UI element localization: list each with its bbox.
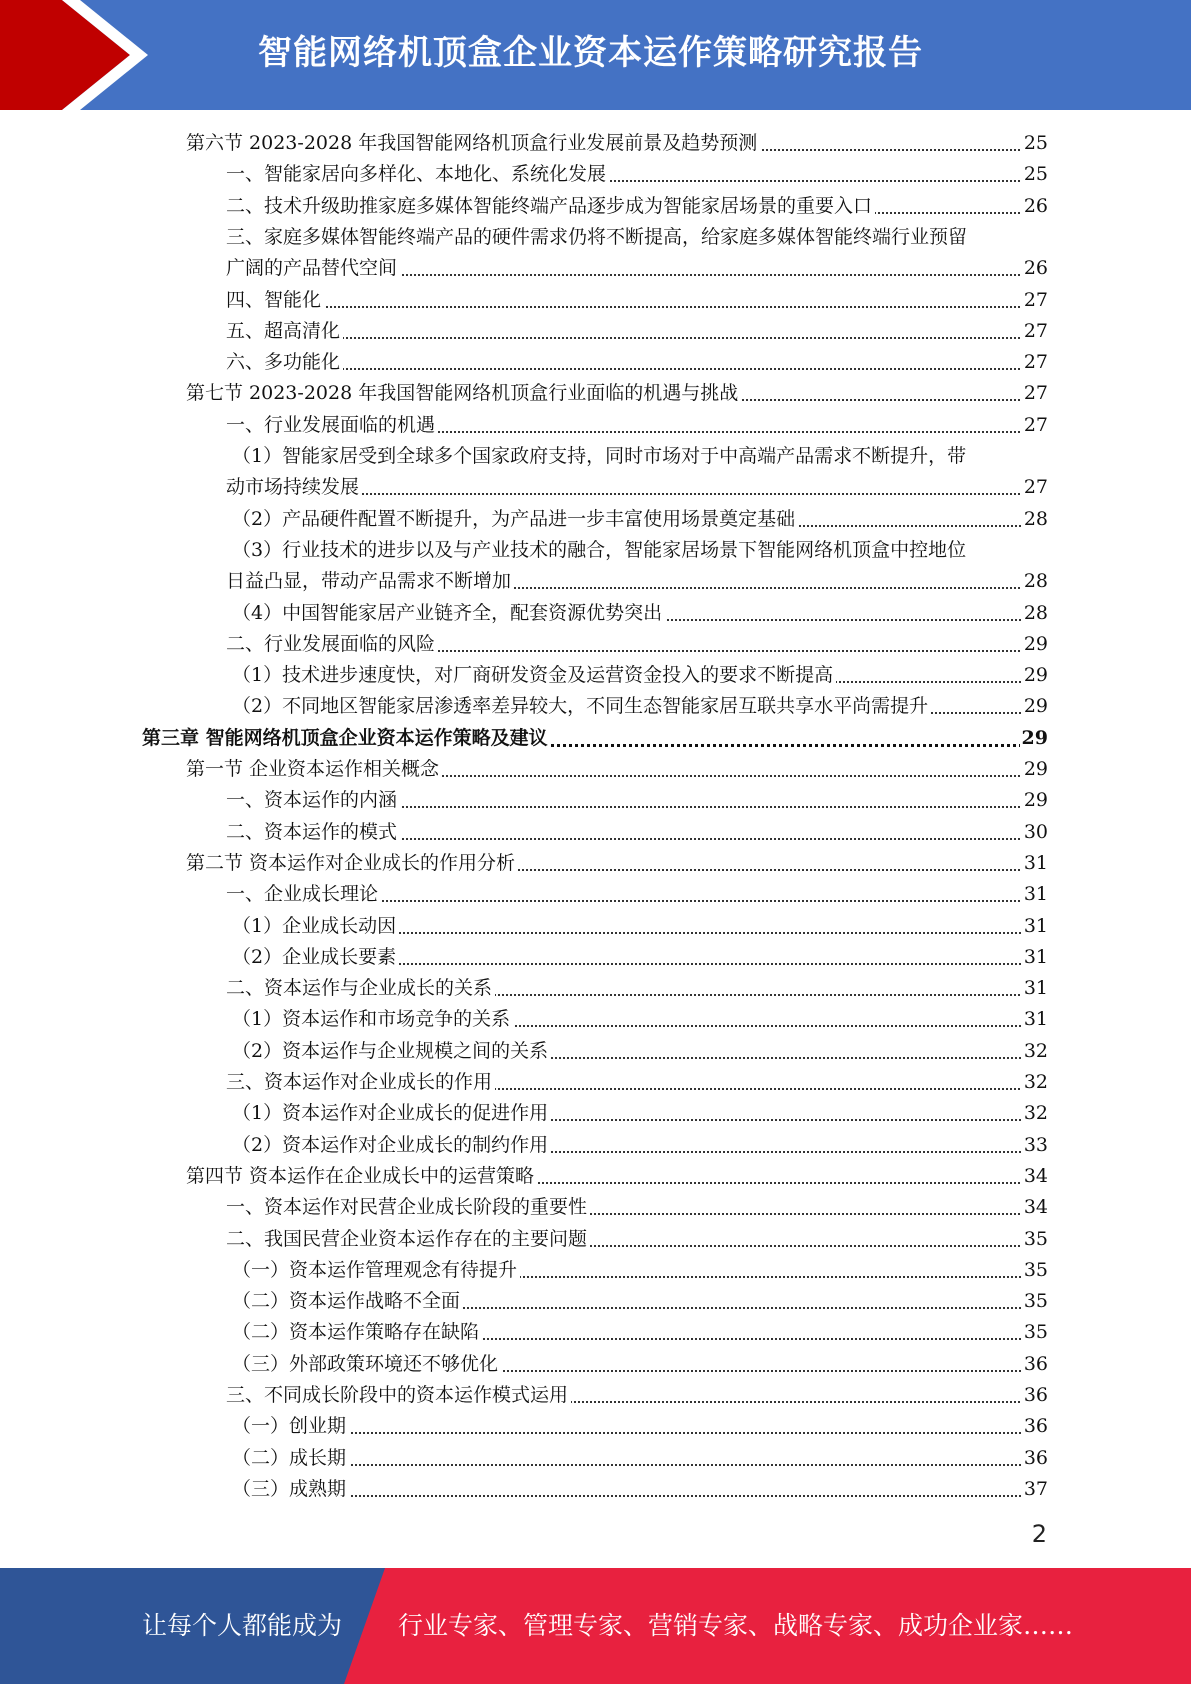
toc-entry[interactable] [186, 1161, 1048, 1192]
toc-entry[interactable] [232, 942, 1048, 973]
toc-entry-title: 一、资本运作的内涵 [226, 785, 400, 816]
toc-entry[interactable] [226, 785, 1048, 816]
toc-entry[interactable] [232, 1317, 1048, 1348]
toc-entry-title: （二）资本运作战略不全面 [232, 1286, 463, 1317]
toc-entry-title: （2）产品硬件配置不断提升，为产品进一步丰富使用场景奠定基础 [232, 504, 798, 535]
toc-entry-page: 29 [1022, 691, 1048, 722]
toc-entry-title: （1）资本运作对企业成长的促进作用 [232, 1098, 551, 1129]
toc-entry-page: 31 [1022, 973, 1048, 1004]
toc-entry-title: （三）外部政策环境还不够优化 [232, 1349, 501, 1380]
toc-entry[interactable] [232, 598, 1048, 629]
toc-entry[interactable] [226, 285, 1048, 316]
toc-entry-title: （3）行业技术的进步以及与产业技术的融合，智能家居场景下智能网络机顶盒中控地位 [232, 535, 969, 566]
toc-entry-page: 29 [1020, 723, 1048, 754]
page-number: 2 [1031, 1520, 1047, 1548]
toc-entry-title: （1）资本运作和市场竞争的关系 [232, 1004, 513, 1035]
toc-entry-page: 32 [1022, 1067, 1048, 1098]
toc-entry[interactable] [226, 253, 1048, 284]
toc-entry[interactable] [232, 1130, 1048, 1161]
toc-entry-page: 26 [1022, 253, 1048, 284]
toc-entry-page: 32 [1022, 1098, 1048, 1129]
toc-entry[interactable] [226, 222, 1048, 253]
toc-entry-page: 28 [1022, 598, 1048, 629]
toc-entry-title: 第四节 资本运作在企业成长中的运营策略 [186, 1161, 537, 1192]
toc-entry[interactable] [226, 817, 1048, 848]
toc-entry-title: （一）创业期 [232, 1411, 349, 1442]
toc-entry-page: 31 [1022, 879, 1048, 910]
toc-entry[interactable] [232, 1255, 1048, 1286]
toc-entry[interactable] [186, 848, 1048, 879]
report-footer [0, 1568, 1191, 1684]
report-title: 智能网络机顶盒企业资本运作策略研究报告 [258, 33, 923, 73]
toc-entry[interactable] [186, 754, 1048, 785]
toc-entry-title: 三、家庭多媒体智能终端产品的硬件需求仍将不断提高，给家庭多媒体智能终端行业预留 [226, 222, 970, 253]
header-chevron-icon [0, 0, 150, 110]
toc-leader-dots [232, 1464, 1048, 1466]
toc-entry-page: 35 [1022, 1255, 1048, 1286]
toc-entry-title: （2）资本运作对企业成长的制约作用 [232, 1130, 551, 1161]
toc-entry-page: 31 [1022, 942, 1048, 973]
toc-entry-title: （4）中国智能家居产业链齐全，配套资源优势突出 [232, 598, 665, 629]
toc-entry-page: 25 [1022, 159, 1048, 190]
toc-entry-page: 31 [1022, 848, 1048, 879]
toc-entry[interactable] [226, 410, 1048, 441]
toc-entry[interactable] [142, 723, 1048, 754]
toc-entry-page: 36 [1022, 1443, 1048, 1474]
toc-entry-page: 27 [1022, 316, 1048, 347]
toc-entry-page: 35 [1022, 1317, 1048, 1348]
toc-leader-dots [232, 1495, 1048, 1497]
toc-entry[interactable] [232, 1411, 1048, 1442]
toc-entry[interactable] [232, 660, 1048, 691]
footer-slogan-right: 行业专家、管理专家、营销专家、战略专家、成功企业家…… [398, 1611, 1074, 1640]
toc-entry-page: 30 [1022, 817, 1048, 848]
toc-entry-title: （二）成长期 [232, 1443, 349, 1474]
toc-entry-page: 29 [1022, 629, 1048, 660]
toc-entry-title: 六、多功能化 [226, 347, 343, 378]
toc-entry[interactable] [186, 128, 1048, 159]
toc-entry-page: 32 [1022, 1036, 1048, 1067]
toc-entry[interactable] [232, 1443, 1048, 1474]
toc-entry[interactable] [226, 472, 1048, 503]
toc-entry-page: 34 [1022, 1192, 1048, 1223]
toc-entry[interactable] [226, 1380, 1048, 1411]
toc-entry[interactable] [232, 1474, 1048, 1505]
toc-entry-page: 27 [1022, 378, 1048, 409]
toc-entry-page: 29 [1022, 754, 1048, 785]
toc-entry-page: 35 [1022, 1224, 1048, 1255]
toc-entry-title: 第二节 资本运作对企业成长的作用分析 [186, 848, 518, 879]
toc-entry-title: （三）成熟期 [232, 1474, 349, 1505]
toc-entry-title: 二、资本运作与企业成长的关系 [226, 973, 495, 1004]
toc-entry[interactable] [226, 191, 1048, 222]
toc-entry[interactable] [226, 1192, 1048, 1223]
toc-entry-page: 36 [1022, 1380, 1048, 1411]
toc-entry-title: （1）企业成长动因 [232, 911, 399, 942]
toc-entry-title: 动市场持续发展 [226, 472, 362, 503]
toc-entry-title: 一、资本运作对民营企业成长阶段的重要性 [226, 1192, 590, 1223]
toc-leader-dots [226, 368, 1048, 370]
toc-entry[interactable] [232, 441, 1048, 472]
toc-entry-page: 31 [1022, 911, 1048, 942]
toc-entry-title: 二、我国民营企业资本运作存在的主要问题 [226, 1224, 590, 1255]
toc-entry-title: （2）企业成长要素 [232, 942, 399, 973]
toc-entry-title: 第一节 企业资本运作相关概念 [186, 754, 442, 785]
toc-entry[interactable] [226, 1067, 1048, 1098]
toc-entry[interactable] [232, 1036, 1048, 1067]
footer-slogan-left: 让每个人都能成为 [142, 1611, 343, 1640]
toc-entry[interactable] [226, 347, 1048, 378]
toc-entry[interactable] [232, 535, 1048, 566]
toc-entry-title: 二、行业发展面临的风险 [226, 629, 438, 660]
toc-entry[interactable] [226, 316, 1048, 347]
toc-entry-title: 日益凸显，带动产品需求不断增加 [226, 566, 514, 597]
toc-entry-page: 29 [1022, 660, 1048, 691]
toc-entry-page: 31 [1022, 1004, 1048, 1035]
toc-entry-page: 27 [1022, 347, 1048, 378]
toc-entry-title: （二）资本运作策略存在缺陷 [232, 1317, 482, 1348]
toc-entry[interactable] [226, 159, 1048, 190]
toc-entry-page: 27 [1022, 285, 1048, 316]
toc-entry-title: （1）技术进步速度快，对厂商研发资金及运营资金投入的要求不断提高 [232, 660, 836, 691]
toc-entry[interactable] [232, 1349, 1048, 1380]
toc-entry[interactable] [232, 1286, 1048, 1317]
toc-entry-title: 一、企业成长理论 [226, 879, 381, 910]
toc-entry-title: 二、技术升级助推家庭多媒体智能终端产品逐步成为智能家居场景的重要入口 [226, 191, 875, 222]
toc-entry-page: 28 [1022, 566, 1048, 597]
toc-entry-title: 第七节 2023-2028 年我国智能网络机顶盒行业面临的机遇与挑战 [186, 378, 741, 409]
report-header [0, 0, 1191, 110]
toc-entry-title: （一）资本运作管理观念有待提升 [232, 1255, 520, 1286]
toc-entry-page: 25 [1022, 128, 1048, 159]
toc-entry-page: 34 [1022, 1161, 1048, 1192]
toc-entry-title: 第六节 2023-2028 年我国智能网络机顶盒行业发展前景及趋势预测 [186, 128, 760, 159]
toc-entry-page: 27 [1022, 472, 1048, 503]
toc-entry[interactable] [226, 566, 1048, 597]
toc-entry-page: 37 [1022, 1474, 1048, 1505]
toc-entry-title: 五、超高清化 [226, 316, 343, 347]
toc-entry-page: 29 [1022, 785, 1048, 816]
toc-entry[interactable] [232, 504, 1048, 535]
toc-entry-title: 三、资本运作对企业成长的作用 [226, 1067, 495, 1098]
toc-entry[interactable] [226, 973, 1048, 1004]
toc-entry[interactable] [232, 1004, 1048, 1035]
toc-entry[interactable] [226, 629, 1048, 660]
toc-entry[interactable] [186, 378, 1048, 409]
toc-leader-dots [226, 337, 1048, 339]
toc-entry-page: 35 [1022, 1286, 1048, 1317]
toc-entry-title: （1）智能家居受到全球多个国家政府支持，同时市场对于中高端产品需求不断提升，带 [232, 441, 969, 472]
toc-entry-page: 36 [1022, 1349, 1048, 1380]
toc-leader-dots [226, 306, 1048, 308]
toc-entry-title: 一、智能家居向多样化、本地化、系统化发展 [226, 159, 609, 190]
toc-entry[interactable] [226, 1224, 1048, 1255]
toc-entry[interactable] [226, 879, 1048, 910]
toc-entry-title: （2）资本运作与企业规模之间的关系 [232, 1036, 551, 1067]
toc-entry-title: 广阔的产品替代空间 [226, 253, 400, 284]
toc-entry-title: （2）不同地区智能家居渗透率差异较大，不同生态智能家居互联共享水平尚需提升 [232, 691, 931, 722]
toc-entry-title: 二、资本运作的模式 [226, 817, 400, 848]
toc-entry-page: 26 [1022, 191, 1048, 222]
toc-entry-title: 四、智能化 [226, 285, 324, 316]
toc-entry-page: 36 [1022, 1411, 1048, 1442]
toc-entry[interactable] [232, 911, 1048, 942]
toc-entry[interactable] [232, 1098, 1048, 1129]
toc-entry-title: 三、不同成长阶段中的资本运作模式运用 [226, 1380, 571, 1411]
toc-leader-dots [232, 1432, 1048, 1434]
toc-entry-page: 28 [1022, 504, 1048, 535]
toc-entry-page: 27 [1022, 410, 1048, 441]
toc-entry-page: 33 [1022, 1130, 1048, 1161]
toc-entry-title: 第三章 智能网络机顶盒企业资本运作策略及建议 [142, 723, 551, 754]
toc-entry[interactable] [232, 691, 1048, 722]
toc-entry-title: 一、行业发展面临的机遇 [226, 410, 438, 441]
